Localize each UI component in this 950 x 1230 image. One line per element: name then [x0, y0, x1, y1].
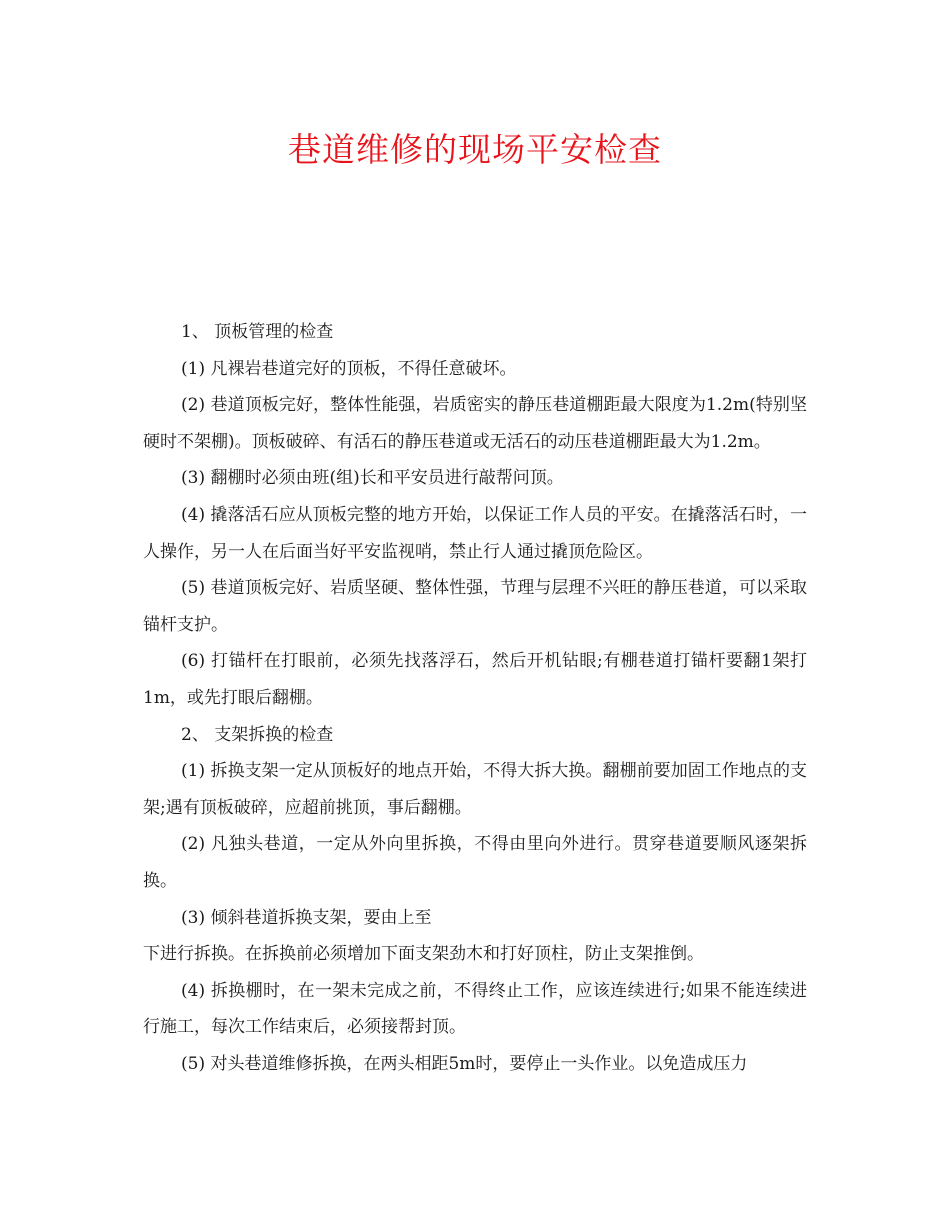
paragraph: (5) 巷道顶板完好、岩质坚硬、整体性强，节理与层理不兴旺的静压巷道，可以采取锚杆支护。 [143, 578, 807, 635]
paragraph: (1) 凡裸岩巷道完好的顶板，不得任意破坏。 [181, 358, 517, 379]
paragraph: (4) 拆换棚时，在一架未完成之前，不得终止工作，应该连续进行;如果不能连续进行施工，每次工作结束后，必须接帮封顶。 [143, 980, 807, 1038]
section-heading-support: 2、 支架拆换的检查 [181, 724, 334, 745]
paragraph: (4) 撬落活石应从顶板完整的地方开始，以保证工作人员的平安。在撬落活石时，一人操作，另一人在后面当好平安监视哨，禁止行人通过撬顶危险区。 [143, 504, 807, 562]
paragraph: (2) 巷道顶板完好，整体性能强，岩质密实的静压巷道棚距最大限度为1.2m(特别坚硬时不架棚)。顶板破碎、有活石的静压巷道或无活石的动压巷道棚距最大为1.2m。 [143, 395, 807, 452]
document-body [143, 314, 807, 1082]
paragraph-continuation: 下进行拆换。在拆换前必须增加下面支架劲木和打好顶柱，防止支架推倒。 [143, 944, 704, 965]
section-heading-roof: 1、 顶板管理的检查 [181, 322, 334, 342]
paragraph: (3) 翻棚时必须由班(组)长和平安员进行敲帮问顶。 [181, 468, 564, 489]
paragraph: (6) 打锚杆在打眼前，必须先找落浮石，然后开机钻眼;有棚巷道打锚杆要翻1架打1m，或先打眼后翻棚。 [143, 651, 807, 708]
paragraph: (1) 拆换支架一定从顶板好的地点开始，不得大拆大换。翻棚前要加固工作地点的支架;遇有顶板破碎，应超前挑顶，事后翻棚。 [143, 761, 807, 818]
paragraph: (2) 凡独头巷道，一定从外向里拆换，不得由里向外进行。贯穿巷道要顺风逐架拆换。 [143, 834, 807, 891]
paragraph: (5) 对头巷道维修拆换，在两头相距5m时，要停止一头作业。以免造成压力 [181, 1053, 748, 1074]
paragraph: (3) 倾斜巷道拆换支架，要由上至 [181, 907, 432, 928]
document-title: 巷道维修的现场平安检查 [288, 130, 662, 169]
